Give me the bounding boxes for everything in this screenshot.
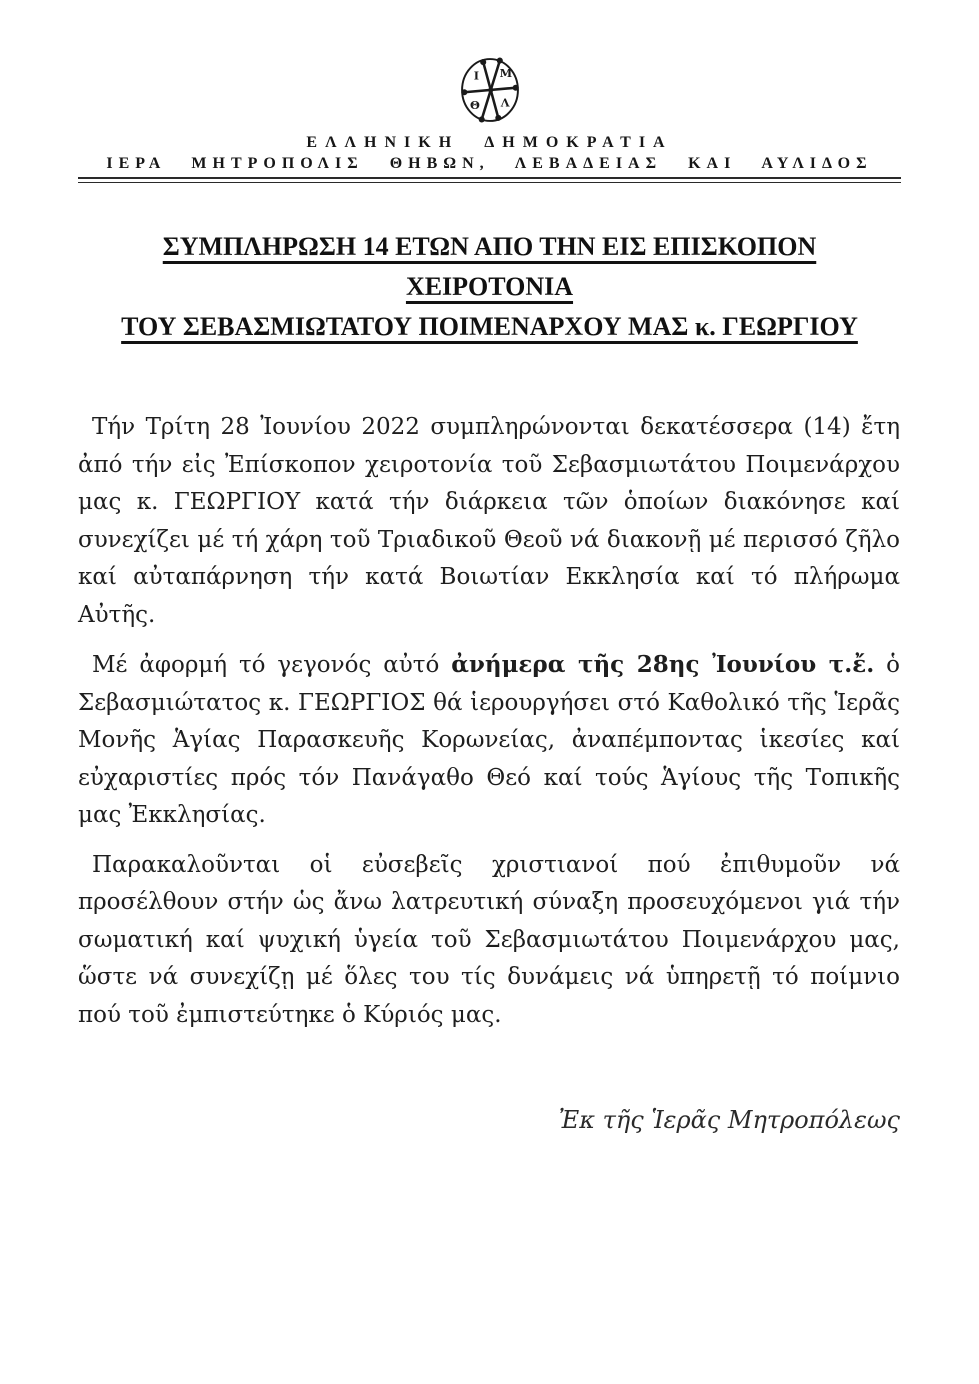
paragraph-invitation: Παρακαλοῦνται οἱ εὐσεβεῖς χριστιανοί πού ἐπιθυμοῦν νά προσέλθουν στήν ὡς ἄνω λατρευτική σύναξη προσευχόμενοι γιά τήν σωματική καί ψυχική ὑγεία τοῦ Σεβασμιωτάτου Ποιμενάρχου μας, ὥστε νά συνεχίζῃ μέ ὅλες του τίς δυνάμεις νά ὑπηρετῇ τό ποίμνιο πού τοῦ ἐμπιστεύτηκε ὁ Κύριός μας. — [78, 851, 900, 1028]
byzantine-cross-seal-icon — [452, 50, 528, 130]
letterhead — [0, 0, 979, 183]
document-body — [78, 409, 900, 1134]
paragraph-liturgy-lead: Μέ ἀφορμή τό γεγονός αὐτό — [92, 652, 452, 678]
seal-letter-lambda: Λ — [500, 95, 509, 110]
header-divider-rule — [78, 177, 901, 183]
seal-letter-theta: Θ — [469, 97, 480, 112]
paragraph-liturgy-date-bold: ἀνήμερα τῆς 28ης Ἰουνίου τ.ἔ. — [451, 651, 875, 678]
page-title — [78, 227, 901, 347]
page-title-line-2: ΤΟΥ ΣΕΒΑΣΜΙΩΤΑΤΟΥ ΠΟΙΜΕΝΑΡΧΟΥ ΜΑΣ κ. ΓΕΩΡΓΙΟΥ — [121, 312, 858, 341]
seal-letter-iota: Ι — [473, 68, 479, 83]
page-title-line-1: ΣΥΜΠΛΗΡΩΣΗ 14 ΕΤΩΝ ΑΠΟ ΤΗΝ ΕΙΣ ΕΠΙΣΚΟΠΟΝ ΧΕΙΡΟΤΟΝΙΑ — [162, 232, 817, 301]
metropolis-seal-icon — [0, 50, 979, 130]
signature-line: Ἐκ τῆς Ἱερᾶς Μητροπόλεως — [558, 1106, 900, 1134]
paragraph-liturgy — [78, 646, 900, 835]
header-line-hellenic-republic: ΕΛΛΗΝΙΚΗ ΔΗΜΟΚΡΑΤΙΑ — [306, 134, 673, 151]
header-line-metropolis-name: ΙΕΡΑ ΜΗΤΡΟΠΟΛΙΣ ΘΗΒΩΝ, ΛΕΒΑΔΕΙΑΣ ΚΑΙ ΑΥΛΙΔΟΣ — [106, 155, 873, 172]
seal-letter-mu: Μ — [499, 66, 512, 81]
paragraph-liturgy-rest: ὁ Σεβασμιώτατος κ. ΓΕΩΡΓΙΟΣ θά ἱερουργήσει στό Καθολικό τῆς Ἱερᾶς Μονῆς Ἁγίας Παρασκευῆς Κορωνείας, ἀναπέμποντας ἱκεσίες καί εὐχαριστίες πρός τόν Πανάγαθο Θεό καί τούς Ἁγίους τῆς Τοπικῆς μας Ἐκκλησίας. — [78, 652, 901, 828]
paragraph-anniversary: Τήν Τρίτη 28 Ἰουνίου 2022 συμπληρώνονται δεκατέσσερα (14) ἔτη ἀπό τήν εἰς Ἐπίσκοπον χειροτονία τοῦ Σεβασμιωτάτου Ποιμενάρχου μας κ. ΓΕΩΡΓΙΟΥ κατά τήν διάρκεια τῶν ὁποίων διακόνησε καί συνεχίζει μέ τή χάρη τοῦ Τριαδικοῦ Θεοῦ νά διακονῇ μέ περισσό ζῆλο καί αὐταπάρνηση τήν κατά Βοιωτίαν Εκκλησία καί τό πλήρωμα Αὐτῆς. — [78, 414, 900, 628]
